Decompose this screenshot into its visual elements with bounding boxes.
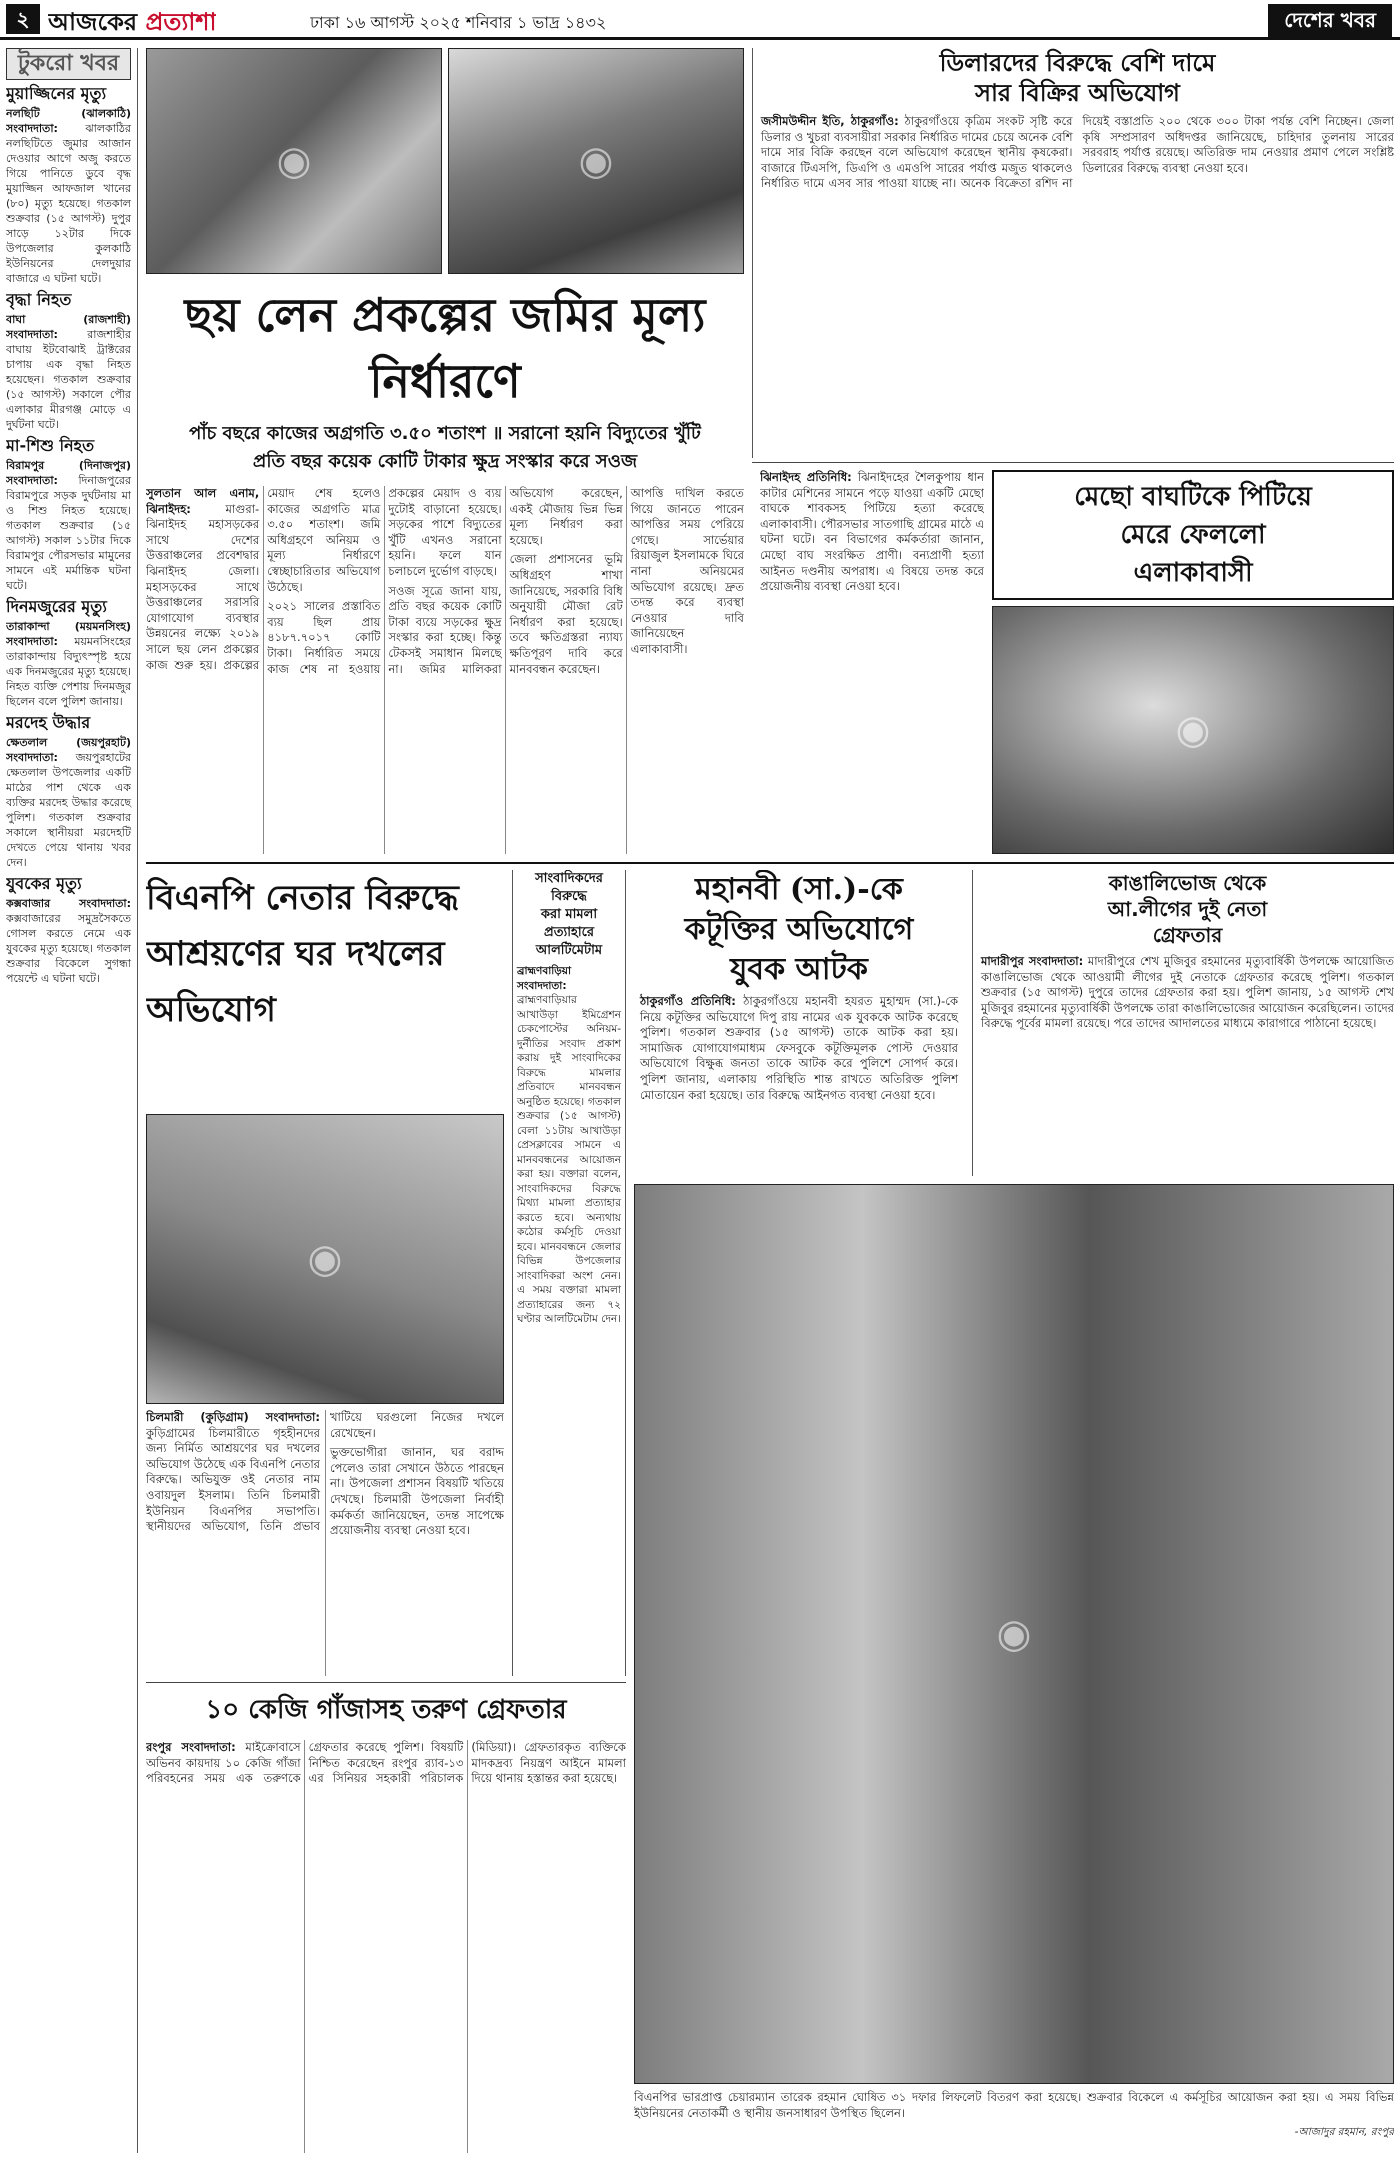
- bnp-body: চিলমারী (কুড়িগ্রাম) সংবাদদাতা: কুড়িগ্রামের চিলমারীতে গৃহহীনদের জন্য নির্মিত আশ্রয়ণের ঘর দখলের অভিযোগ উঠেছে এক বিএনপি নেতার বিরুদ্ধে। অভিযুক্ত ওই নেতার নাম ওবায়দুল ইসলাম। তিনি চিলমারী ইউনিয়ন বিএনপির সভাপতি। স্থানীয়দের অভিযোগ, তিনি প্রভাব খাটিয়ে ঘরগুলো নিজের দখলে রেখেছেন। ভুক্তভোগীরা জানান, ঘর বরাদ্দ পেলেও তারা সেখানে উঠতে পারছেন না। উপজেলা প্রশাসন বিষয়টি খতিয়ে দেখছে। চিলমারী উপজেলা নির্বাহী কর্মকর্তা জানিয়েছেন, তদন্ত সাপেক্ষে প্রয়োজনীয় ব্যবস্থা নেওয়া হবে।: [146, 1410, 504, 1538]
- protest-photo: [448, 48, 744, 274]
- prophet-body: ঠাকুরগাঁও প্রতিনিধি: ঠাকুরগাঁওয়ে মহানবী হযরত মুহাম্মদ (সা.)-কে নিয়ে কটূক্তির অভিযোগে দিপু রায় নামের এক যুবককে আটক করেছে পুলিশ। গতকাল শুক্রবার (১৫ আগস্ট) তাকে আটক করা হয়। সামাজিক যোগাযোগমাধ্যম ফেসবুকে কটূক্তিমূলক পোস্ট দেওয়ার অভিযোগে বিক্ষুব্ধ জনতা তাকে আটক করে পুলিশে সোপর্দ করে। পুলিশ জানায়, এলাকায় পরিস্থিতি শান্ত রাখতে অতিরিক্ত পুলিশ মোতায়েন করা হয়েছে। তার বিরুদ্ধে আইনগত ব্যবস্থা নেওয়া হবে।: [640, 994, 958, 1102]
- page-number: ২: [6, 4, 40, 34]
- fishing-cat-photo: [992, 606, 1394, 854]
- kangalibhoj-body: মাদারীপুর সংবাদদাতা: মাদারীপুরে শেখ মুজিবুর রহমানের মৃত্যুবার্ষিকী উপলক্ষে আয়োজিত কাঙালিভোজ থেকে আওয়ামী লীগের দুই নেতাকে গ্রেফতার করেছে পুলিশ। গতকাল শুক্রবার (১৫ আগস্ট) দুপুরে তাদের গ্রেফতার করা হয়। পুলিশ জানায়, ১৫ আগস্ট শেখ মুজিবুর রহমানের মৃত্যুবার্ষিকী উপলক্ষে তারা কাঙালিভোজের আয়োজন করেছিলেন। তাদের বিরুদ্ধে পূর্বের মামলা রয়েছে। পরে তাদের আদালতের মাধ্যমে কারাগারে পাঠানো হয়েছে।: [981, 954, 1394, 1031]
- sidebar-item-head: মুয়াজ্জিনের মৃত্যু: [6, 84, 107, 103]
- journalists-headline: সাংবাদিকদের বিরুদ্ধে করা মামলা প্রত্যাহারে আলটিমেটাম: [535, 871, 603, 958]
- sidebar-items: [6, 84, 131, 986]
- caption-byline: -আজাদুর রহমান, রংপুর: [1294, 2126, 1394, 2139]
- ganja-body: রংপুর সংবাদদাতা: মাইক্রোবাসে অভিনব কায়দায় ১০ কেজি গাঁজা পরিবহনের সময় এক তরুণকে গ্রেফতার করেছে পুলিশ। বিষয়টি নিশ্চিত করেছেন রংপুর র‍্যাব-১৩ এর সিনিয়র সহকারী পরিচালক (মিডিয়া)। গ্রেফতারকৃত ব্যক্তিকে মাদকদ্রব্য নিয়ন্ত্রণ আইনে মামলা দিয়ে থানায় হস্তান্তর করা হয়েছে।: [146, 1740, 626, 1786]
- list-item: মা-শিশু নিহত বিরামপুর (দিনাজপুর) সংবাদদাতা: দিনাজপুরের বিরামপুরে সড়ক দুর্ঘটনায় মা ও শিশু নিহত হয়েছে। গতকাল শুক্রবার (১৫ আগস্ট) সকাল ১১টার দিকে বিরামপুর পৌরসভার মামুনের সামনে এই মর্মান্তিক ঘটনা ঘটে।: [6, 436, 131, 592]
- ganja-headline: ১০ কেজি গাঁজাসহ তরুণ গ্রেফতার: [205, 1695, 567, 1725]
- dateline: ঢাকা ১৬ আগস্ট ২০২৫ শনিবার ১ ভাদ্র ১৪৩২: [310, 13, 607, 32]
- fertilizer-body: জসীমউদ্দীন ইতি, ঠাকুরগাঁও: ঠাকুরগাঁওয়ে কৃত্রিম সংকট সৃষ্টি করে ডিলার ও খুচরা ব্যবসায়ীরা সরকার নির্ধারিত দামের চেয়ে অনেক বেশি দামে সার বিক্রি করছেন বলে অভিযোগ করেছেন স্থানীয় কৃষকেরা। বাজারে টিএসপি, ডিএপি ও এমওপি সারের পর্যাপ্ত মজুত থাকলেও নির্ধারিত দামে এসব সার পাওয়া যাচ্ছে না। অনেক বিক্রেতা রশিদ না দিয়েই বস্তাপ্রতি ২০০ থেকে ৩০০ টাকা পর্যন্ত বেশি নিচ্ছেন। জেলা কৃষি সম্প্রসারণ অধিদপ্তর জানিয়েছে, চাহিদার তুলনায় সারের সরবরাহ পর্যাপ্ত রয়েছে। অতিরিক্ত দাম নেওয়ার প্রমাণ পেলে সংশ্লিষ্ট ডিলারের বিরুদ্ধে ব্যবস্থা নেওয়া হবে।: [761, 114, 1394, 191]
- fishing-cat-headline: মেছো বাঘটিকে পিটিয়ে মেরে ফেললো এলাকাবাসী: [1074, 482, 1312, 588]
- sidebar-item-head: দিনমজুরের মৃত্যু: [6, 597, 107, 616]
- kangalibhoj-story: [972, 870, 1394, 1176]
- divider: [146, 1682, 626, 1683]
- sidebar-item-head: যুবকের মৃত্যু: [6, 874, 82, 893]
- leaflet-distribution-photo: [634, 1184, 1394, 2084]
- fertilizer-story: [752, 48, 1394, 458]
- brand-logo: [48, 4, 216, 40]
- masthead: [0, 0, 1400, 40]
- fishing-cat-headline-box: [992, 470, 1394, 600]
- sidebar-item-head: মা-শিশু নিহত: [6, 436, 95, 455]
- fertilizer-headline: ডিলারদের বিরুদ্ধে বেশি দামে সার বিক্রির অভিযোগ: [939, 48, 1216, 107]
- kangalibhoj-headline: কাঙালিভোজ থেকে আ.লীগের দুই নেতা গ্রেফতার: [1107, 871, 1268, 947]
- divider: [752, 462, 1394, 463]
- sidebar-item-head: মরদেহ উদ্ধার: [6, 713, 91, 732]
- camera-icon: ◉: [307, 1236, 343, 1282]
- road-construction-photo: [146, 48, 442, 274]
- sidebar: [6, 48, 138, 2153]
- shelter-houses-photo: [146, 1114, 504, 1404]
- section-title: দেশের খবর: [1268, 4, 1392, 40]
- bnp-story: [146, 870, 504, 1110]
- bnp-headline: বিএনপি নেতার বিরুদ্ধে আশ্রয়ণের ঘর দখলের অভিযোগ: [146, 878, 459, 1030]
- brand-prefix: আজকের: [48, 8, 138, 36]
- journalists-body: ব্রাহ্মণবাড়িয়া সংবাদদাতা: ব্রাহ্মণবাড়িয়ার আখাউড়া ইমিগ্রেশন চেকপোস্টের অনিয়ম-দুর্নীতির সংবাদ প্রকাশ করায় দুই সাংবাদিকের বিরুদ্ধে মামলার প্রতিবাদে মানববন্ধন অনুষ্ঠিত হয়েছে। গতকাল শুক্রবার (১৫ আগস্ট) বেলা ১১টায় আখাউড়া প্রেসক্লাবের সামনে এ মানববন্ধনের আয়োজন করা হয়। বক্তারা বলেন, সাংবাদিকদের বিরুদ্ধে মিথ্যা মামলা প্রত্যাহার করতে হবে। অন্যথায় কঠোর কর্মসূচি দেওয়া হবে। মানববন্ধনে জেলার বিভিন্ন উপজেলার সাংবাদিকরা অংশ নেন। এ সময় বক্তারা মামলা প্রত্যাহারের জন্য ৭২ ঘণ্টার আলটিমেটাম দেন।: [517, 965, 621, 1325]
- divider: [146, 862, 1394, 864]
- list-item: মরদেহ উদ্ধার ক্ষেতলাল (জয়পুরহাট) সংবাদদাতা: জয়পুরহাটের ক্ষেতলাল উপজেলার একটি মাঠের পাশ থেকে এক ব্যক্তির মরদেহ উদ্ধার করেছে পুলিশ। গতকাল শুক্রবার সকালে স্থানীয়রা মরদেহটি দেখতে পেয়ে থানায় খবর দেন।: [6, 713, 131, 869]
- list-item: দিনমজুরের মৃত্যু তারাকান্দা (ময়মনসিংহ) সংবাদদাতা: ময়মনসিংহের তারাকান্দায় বিদ্যুৎস্পৃষ্ট হয়ে এক দিনমজুরের মৃত্যু হয়েছে। নিহত ব্যক্তি পেশায় দিনমজুর ছিলেন বলে পুলিশ জানায়।: [6, 597, 131, 708]
- journalists-story: [512, 870, 626, 1676]
- lead-headline: ছয় লেন প্রকল্পের জমির মূল্য নির্ধারণে: [184, 288, 706, 408]
- list-item: বৃদ্ধা নিহত বাঘা (রাজশাহী) সংবাদদাতা: রাজশাহীর বাঘায় ইটবোঝাই ট্রাক্টরের চাপায় এক বৃদ্ধা নিহত হয়েছেন। গতকাল শুক্রবার (১৫ আগস্ট) সকালে পৌর এলাকার মীরগঞ্জ মোড়ে এ দুর্ঘটনা ঘটে।: [6, 290, 131, 431]
- camera-icon: ◉: [578, 138, 614, 184]
- camera-icon: ◉: [276, 138, 312, 184]
- prophet-headline: মহানবী (সা.)-কে কটূক্তির অভিযোগে যুবক আটক: [684, 872, 914, 987]
- brand-name: প্রত্যাশা: [145, 8, 217, 36]
- camera-icon: ◉: [1175, 707, 1211, 753]
- lead-byline: সুলতান আল এনাম, ঝিনাইদহ:: [146, 486, 260, 516]
- list-item: মুয়াজ্জিনের মৃত্যু নলছিটি (ঝালকাঠি) সংবাদদাতা: ঝালকাঠির নলছিটিতে জুমার আজান দেওয়ার আগে অজু করতে গিয়ে পানিতে ডুবে বৃদ্ধ মুয়াজ্জিন আফজাল খানের (৮০) মৃত্যু হয়েছে। গতকাল শুক্রবার (১৫ আগস্ট) দুপুর সাড়ে ১২টার দিকে উপজেলার কুলকাঠি ইউনিয়নের দেলদুয়ার বাজারে এ ঘটনা ঘটে।: [6, 84, 131, 285]
- lead-body: সুলতান আল এনাম, ঝিনাইদহ: মাগুরা-ঝিনাইদহ মহাসড়কের সাথে দেশের উত্তরাঞ্চলের প্রবেশদ্বার ঝিনাইদহ জেলা। মহাসড়কের সাথে উত্তরাঞ্চলের সরাসরি যোগাযোগ ব্যবস্থার উন্নয়নের লক্ষ্যে ২০১৯ সালে ছয় লেন প্রকল্পের কাজ শুরু হয়। প্রকল্পের মেয়াদ শেষ হলেও কাজের অগ্রগতি মাত্র ৩.৫০ শতাংশ। জমি অধিগ্রহণে অনিয়ম ও মূল্য নির্ধারণে স্বেচ্ছাচারিতার অভিযোগ উঠেছে। ২০২১ সালের প্রস্তাবিত ব্যয় ছিল প্রায় ৪১৮৭.৭০১৭ কোটি টাকা। নির্ধারিত সময়ে কাজ শেষ না হওয়ায় প্রকল্পের মেয়াদ ও ব্যয় দুটোই বাড়ানো হয়েছে। সড়কের পাশে বিদ্যুতের খুঁটি এখনও সরানো হয়নি। ফলে যান চলাচলে দুর্ভোগ বাড়ছে। সওজ সূত্রে জানা যায়, প্রতি বছর কয়েক কোটি টাকা ব্যয়ে সড়কের ক্ষুদ্র সংস্কার করা হচ্ছে। কিন্তু টেকসই সমাধান মিলছে না। জমির মালিকরা অভিযোগ করেছেন, একই মৌজায় ভিন্ন ভিন্ন মূল্য নির্ধারণ করা হয়েছে। জেলা প্রশাসনের ভূমি অধিগ্রহণ শাখা জানিয়েছে, সরকারি বিধি অনুযায়ী মৌজা রেট নির্ধারণ করা হয়েছে। তবে ক্ষতিগ্রস্তরা ন্যায্য ক্ষতিপূরণ দাবি করে মানববন্ধন করেছেন। আপত্তি দাখিল করতে গিয়ে জানতে পারেন আপত্তির সময় পেরিয়ে গেছে। সার্ভেয়ার রিয়াজুল ইসলামকে ঘিরে নানা অনিয়মের অভিযোগ রয়েছে। দ্রুত তদন্ত করে ব্যবস্থা নেওয়ার দাবি জানিয়েছেন এলাকাবাসী।: [146, 486, 744, 676]
- list-item: যুবকের মৃত্যু কক্সবাজার সংবাদদাতা: কক্সবাজারের সমুদ্রসৈকতে গোসল করতে নেমে এক যুবকের মৃত্যু হয়েছে। গতকাল শুক্রবার বিকেলে সুগন্ধা পয়েন্টে এ ঘটনা ঘটে।: [6, 874, 131, 985]
- sidebar-item-head: বৃদ্ধা নিহত: [6, 290, 72, 309]
- prophet-story: [634, 870, 964, 1176]
- fishing-cat-body: ঝিনাইদহ প্রতিনিধি: ঝিনাইদহের শৈলকুপায় ধান কাটার মেশিনের সামনে পড়ে যাওয়া একটি মেছো বাঘকে শাবকসহ পিটিয়ে হত্যা করেছে এলাকাবাসী। পৌরসভার সাতগাছি গ্রামের মাঠে এ ঘটনা ঘটে। বন বিভাগের কর্মকর্তারা জানান, মেছো বাঘ সংরক্ষিত প্রাণী। বন্যপ্রাণী হত্যা আইনত দণ্ডনীয় অপরাধ। এ বিষয়ে তদন্ত করে প্রয়োজনীয় ব্যবস্থা নেওয়া হবে।: [760, 470, 984, 594]
- bottom-caption: বিএনপির ভারপ্রাপ্ত চেয়ারম্যান তারেক রহমান ঘোষিত ৩১ দফার লিফলেট বিতরণ করা হয়েছে। শুক্রবার বিকেলে এ কর্মসূচির আয়োজন করা হয়। এ সময় বিভিন্ন ইউনিয়নের নেতাকর্মী ও স্থানীয় জনসাধারণ উপস্থিত ছিলেন। -আজাদুর রহমান, রংপুর: [634, 2090, 1394, 2153]
- sidebar-title: টুকরো খবর: [6, 48, 131, 80]
- lead-subhead: পাঁচ বছরে কাজের অগ্রগতি ৩.৫০ শতাংশ ॥ সরানো হয়নি বিদ্যুতের খুঁটি প্রতি বছর কয়েক কোটি টাকার ক্ষুদ্র সংস্কার করে সওজ: [189, 423, 701, 472]
- camera-icon: ◉: [996, 1611, 1032, 1657]
